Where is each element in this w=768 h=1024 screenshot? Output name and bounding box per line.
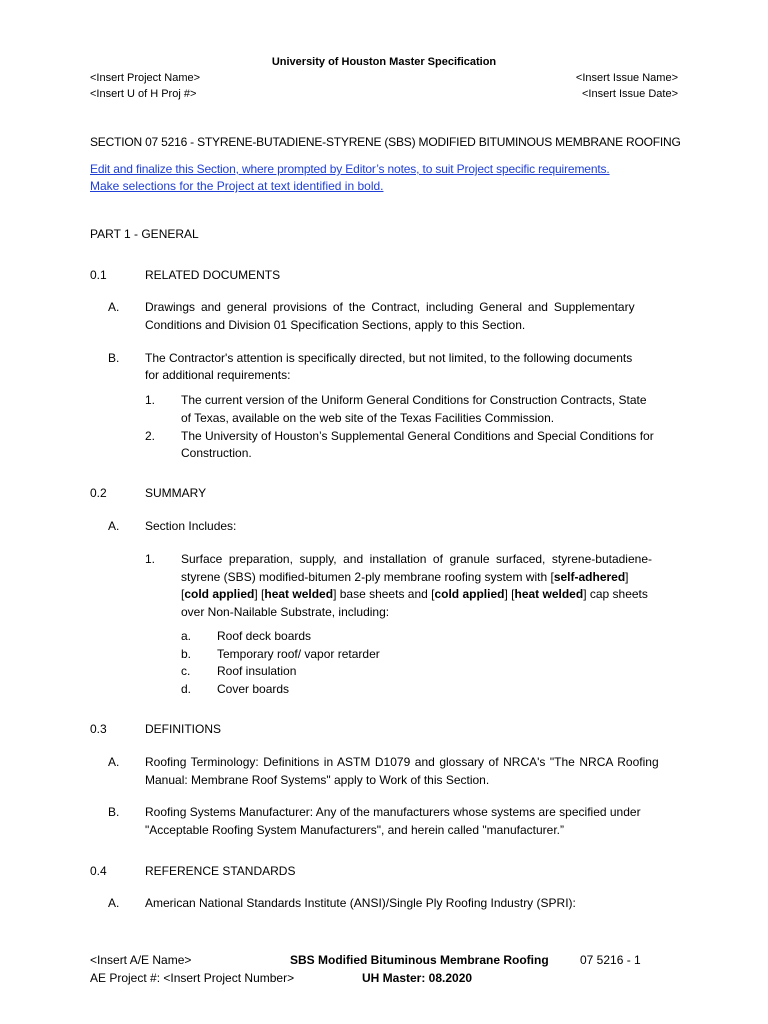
article-number: 0.4 xyxy=(90,864,107,878)
subparagraph-text: Surface preparation, supply, and installation of granule surfaced, styrene-butadiene- xyxy=(181,552,652,566)
footer-ae-project: AE Project #: <Insert Project Number> xyxy=(90,971,295,985)
subparagraph-text: of Texas, available on the web site of the Texas Facilities Commission. xyxy=(181,411,555,425)
list-item-label: b. xyxy=(181,647,192,661)
subparagraph-label: 1. xyxy=(145,552,156,566)
bold-option: heat welded xyxy=(514,587,584,601)
footer-doc-title: SBS Modified Bituminous Membrane Roofing xyxy=(290,953,549,967)
issue-date: <Insert Issue Date> xyxy=(582,88,678,100)
footer-ae-name: <Insert A/E Name> xyxy=(90,953,192,967)
list-item: Roof deck boards xyxy=(217,629,312,643)
section-title: SECTION 07 5216 - STYRENE-BUTADIENE-STYRENE (SBS) MODIFIED BITUMINOUS MEMBRANE ROOFING xyxy=(90,135,681,149)
paragraph-label: A. xyxy=(108,519,120,533)
list-item-label: a. xyxy=(181,629,192,643)
bold-option: self-adhered xyxy=(553,570,626,584)
article-title: REFERENCE STANDARDS xyxy=(145,864,296,878)
spec-title: University of Houston Master Specification xyxy=(271,56,497,68)
list-item-label: c. xyxy=(181,664,191,678)
list-item: Cover boards xyxy=(217,682,290,696)
paragraph-label: A. xyxy=(108,896,120,910)
issue-name: <Insert Issue Name> xyxy=(575,72,678,84)
subparagraph-label: 1. xyxy=(145,393,156,407)
paragraph-text: Drawings and general provisions of the Contract, including General and Supplementary xyxy=(145,300,635,314)
paragraph-label: B. xyxy=(108,351,120,365)
paragraph-text: The Contractor's attention is specifically directed, but not limited, to the following documents xyxy=(145,351,633,365)
footer-uh-master: UH Master: 08.2020 xyxy=(362,971,473,985)
article-number: 0.1 xyxy=(90,268,107,282)
bold-option: cold applied xyxy=(184,587,255,601)
article-number: 0.2 xyxy=(90,486,107,500)
subparagraph-text: over Non-Nailable Substrate, including: xyxy=(181,605,390,619)
paragraph-text: American National Standards Institute (ANSI)/Single Ply Roofing Industry (SPRI): xyxy=(145,896,576,910)
paragraph-text: Section Includes: xyxy=(145,519,237,533)
article-number: 0.3 xyxy=(90,722,107,736)
article-title: RELATED DOCUMENTS xyxy=(145,268,281,282)
list-item: Temporary roof/ vapor retarder xyxy=(217,647,380,661)
project-name: <Insert Project Name> xyxy=(90,72,201,84)
subparagraph-text: The University of Houston’s Supplemental General Conditions and Special Conditions for xyxy=(181,429,654,443)
article-title: SUMMARY xyxy=(145,486,207,500)
paragraph-text: for additional requirements: xyxy=(145,368,291,382)
paragraph-label: B. xyxy=(108,805,120,819)
editor-note-line-1: Edit and finalize this Section, where prompted by Editor’s notes, to suit Project specific requirements. xyxy=(90,162,610,176)
subparagraph-text: styrene (SBS) modified-bitumen 2-ply membrane roofing system with [self-adhered] xyxy=(181,570,629,584)
subparagraph-text: The current version of the Uniform General Conditions for Construction Contracts, State xyxy=(181,393,647,407)
paragraph-text: Roofing Systems Manufacturer: Any of the manufacturers whose systems are specified under xyxy=(145,805,641,819)
subparagraph-label: 2. xyxy=(145,429,156,443)
paragraph-label: A. xyxy=(108,755,120,769)
bold-option: heat welded xyxy=(264,587,334,601)
paragraph-label: A. xyxy=(108,300,120,314)
project-number: <Insert U of H Proj #> xyxy=(90,88,197,100)
bold-option: cold applied xyxy=(434,587,505,601)
paragraph-text: Roofing Terminology: Definitions in ASTM D1079 and glossary of NRCA's "The NRCA Roofing xyxy=(145,755,659,769)
article-title: DEFINITIONS xyxy=(145,722,222,736)
editor-note-line-2: Make selections for the Project at text identified in bold. xyxy=(90,179,384,193)
paragraph-text: Conditions and Division 01 Specification Sections, apply to this Section. xyxy=(145,318,526,332)
list-item-label: d. xyxy=(181,682,192,696)
footer-page-number: 07 5216 - 1 xyxy=(580,953,641,967)
list-item: Roof insulation xyxy=(217,664,297,678)
paragraph-text: "Acceptable Roofing System Manufacturers", and herein called "manufacturer.” xyxy=(145,823,564,837)
part-heading: PART 1 - GENERAL xyxy=(90,227,199,241)
subparagraph-text: Construction. xyxy=(181,446,252,460)
paragraph-text: Manual: Membrane Roof Systems" apply to Work of this Section. xyxy=(145,773,490,787)
subparagraph-text: [cold applied] [heat welded] base sheets and [cold applied] [heat welded] cap sheets xyxy=(181,587,648,601)
